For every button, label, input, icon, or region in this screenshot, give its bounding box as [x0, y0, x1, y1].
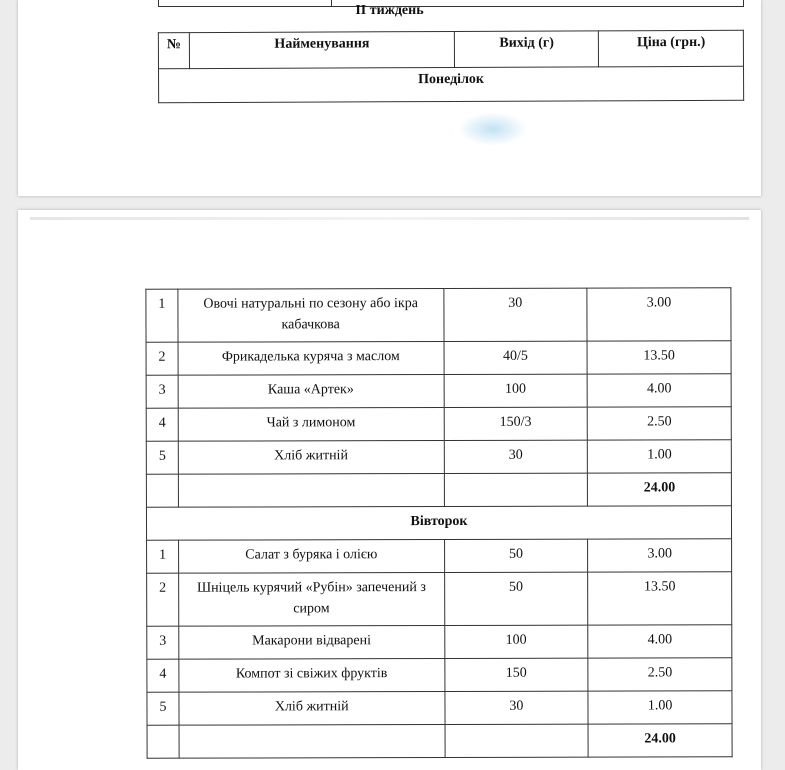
menu-table [145, 287, 732, 759]
table-row: 4 Чай з лимоном 150/3 2.50 [146, 407, 731, 442]
day-label: Вівторок [146, 506, 731, 541]
header-output: Вихід (г) [454, 31, 599, 68]
header-name: Найменування [189, 31, 454, 68]
day-row-monday [159, 66, 744, 103]
table-row: 5 Хліб житній 30 1.00 [146, 440, 731, 475]
week-title: II тиждень [355, 3, 424, 18]
table-row: 2 Шніцель курячий «Рубін» запечений з сиром 50 13.50 [147, 572, 732, 627]
header-row [158, 30, 743, 69]
total-value: 24.00 [588, 724, 732, 757]
document-page-2 [18, 210, 761, 770]
total-row-monday [146, 473, 731, 508]
total-value: 24.00 [588, 473, 732, 506]
day-label: Понеділок [159, 66, 744, 103]
table-row: 3 Каша «Артек» 100 4.00 [146, 374, 731, 409]
table-row: 4 Компот зі свіжих фруктів 150 2.50 [147, 658, 732, 693]
table-row: 1 Салат з буряка і олією 50 3.00 [147, 539, 732, 574]
header-price: Ціна (грн.) [599, 30, 744, 67]
day-row-tuesday [146, 506, 731, 541]
menu-header-table [158, 30, 744, 104]
table-row: 5 Хліб житній 30 1.00 [147, 691, 732, 726]
scan-smudge [458, 112, 528, 146]
table-row: 3 Макарони відварені 100 4.00 [147, 625, 732, 660]
header-num: № [158, 33, 189, 69]
scan-artifact [30, 217, 749, 220]
total-row-tuesday [147, 724, 732, 759]
document-page-1 [18, 0, 761, 196]
table-row: 1 Овочі натуральні по сезону або ікра кабачкова 30 3.00 [146, 288, 731, 343]
table-row: 2 Фрикаделька куряча з маслом 40/5 13.50 [146, 341, 731, 376]
